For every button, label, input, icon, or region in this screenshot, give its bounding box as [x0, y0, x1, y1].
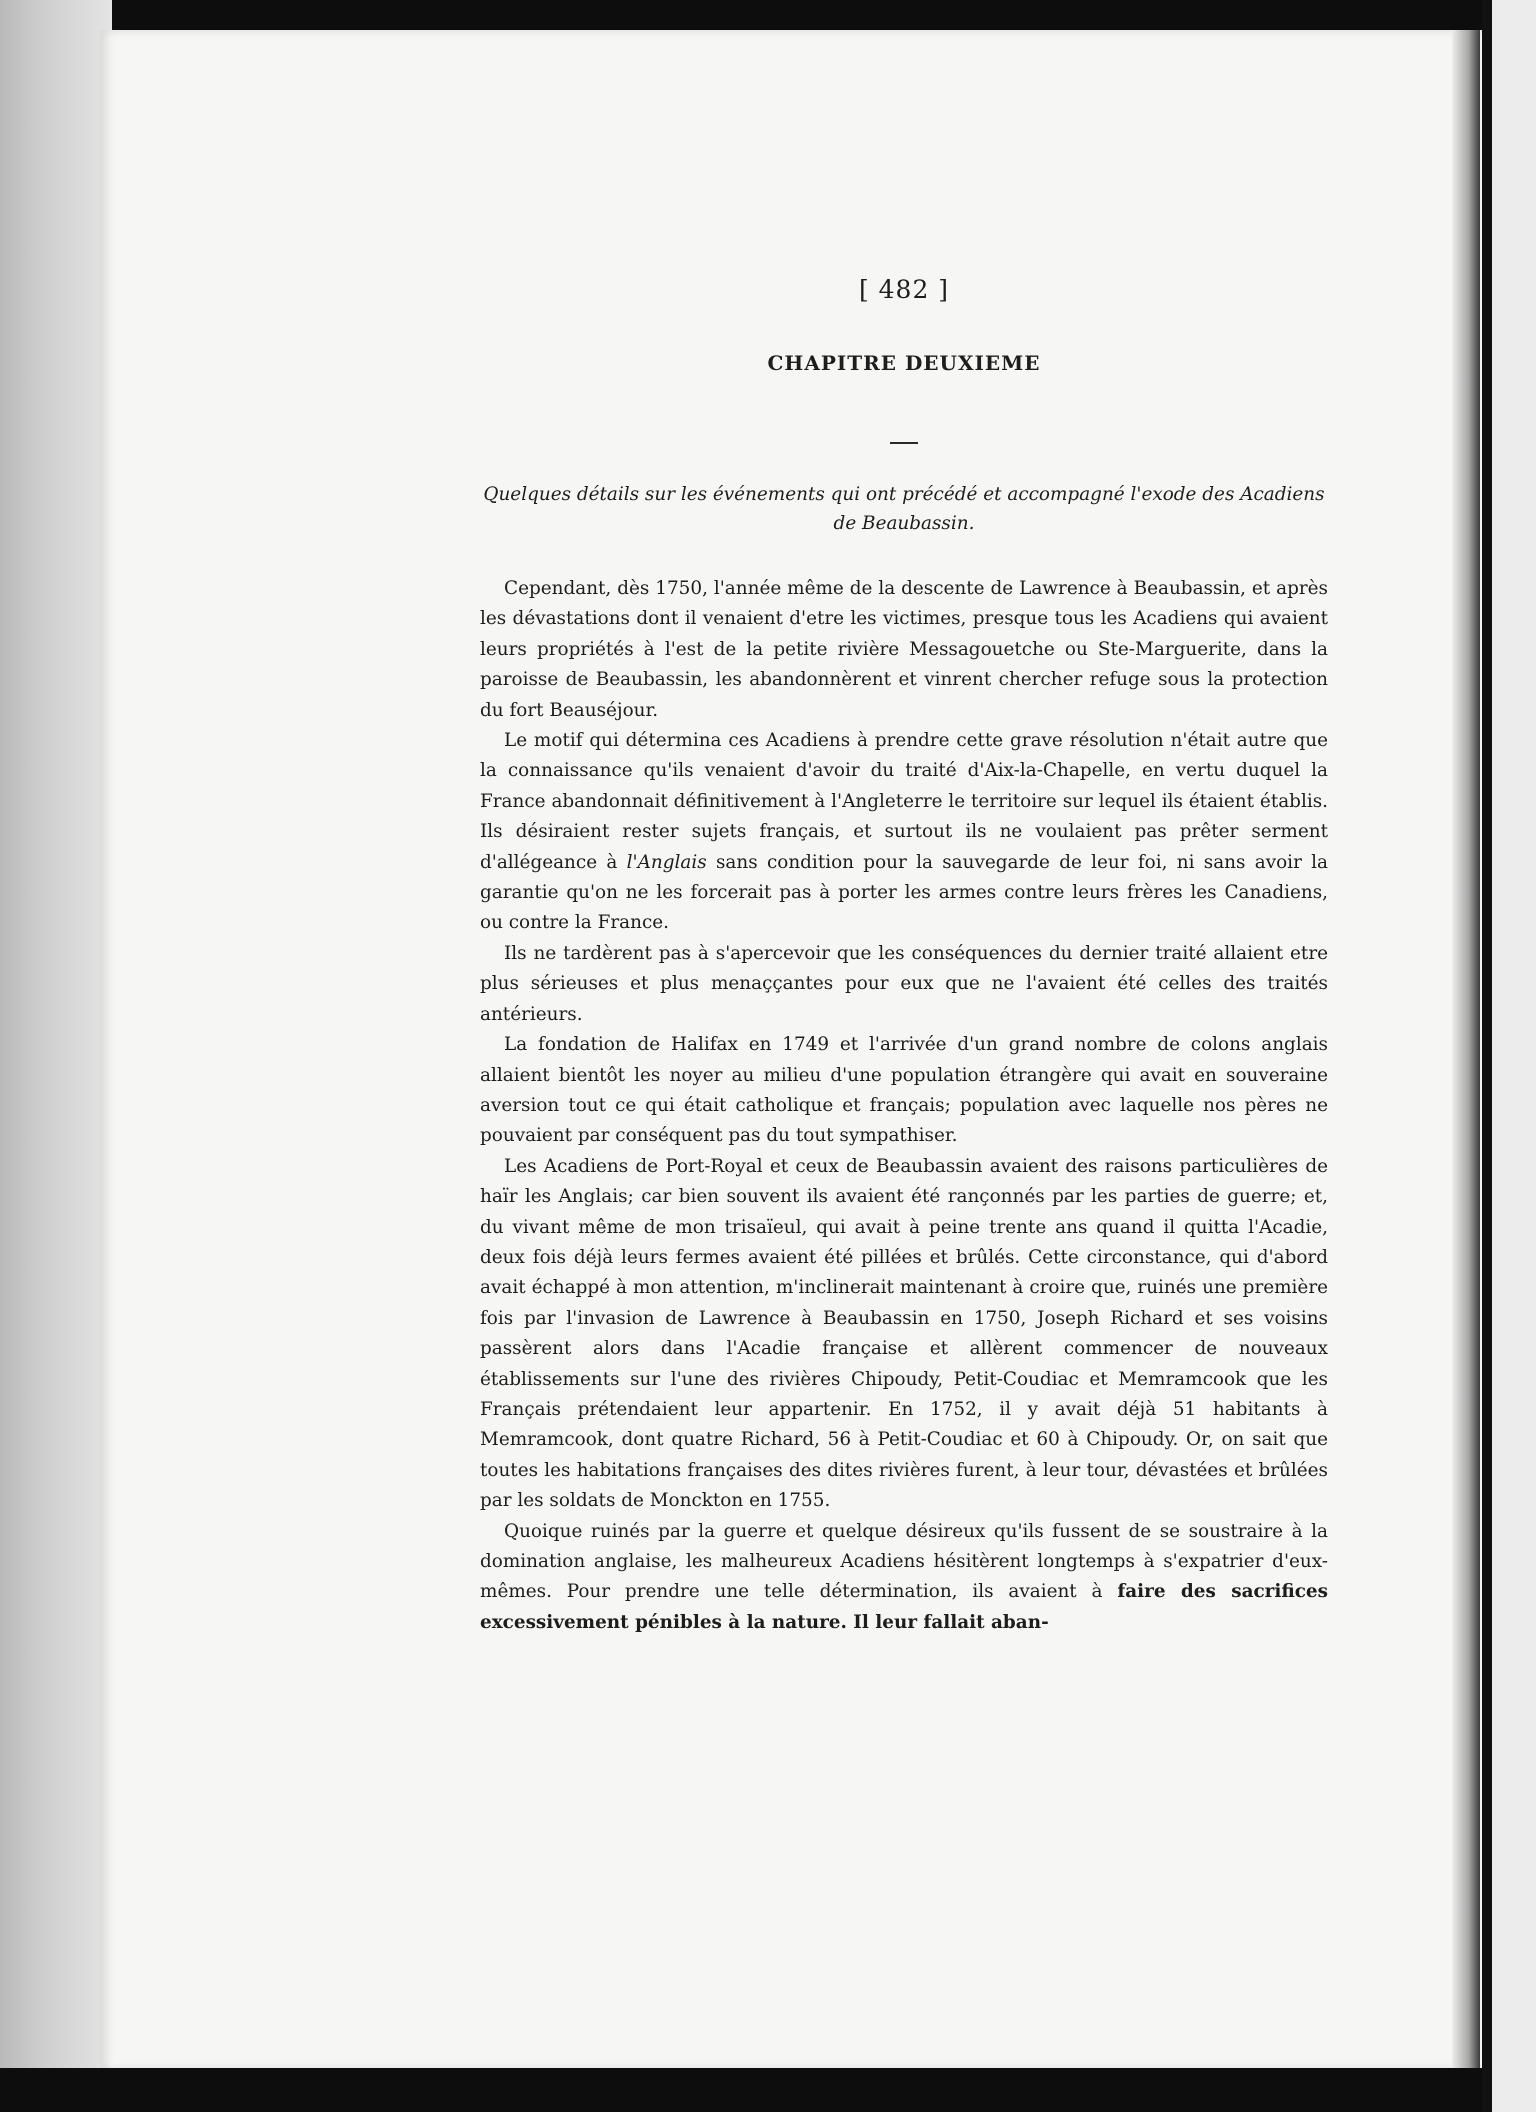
paragraph-5: Les Acadiens de Port-Royal et ceux de Beaubassin avaient des raisons particulières de haïr les Anglais; car bien souvent ils avaient été rançonnés par les parties de guerre; et, du vivant même de mon trisaïeul, qui avait à peine trente ans quand il quitta l'Acadie, deux fois déjà leurs fermes avaient été pillées et brûlés. Cette circonstance, qui d'abord avait échappé à mon attention, m'inclinerait maintenant à croire que, ruinés une première fois par l'invasion de Lawrence à Beaubassin en 1750, Joseph Richard et ses voisins passèrent alors dans l'Acadie française et allèrent commencer de nouveaux établissements sur l'une des rivières Chipoudy, Petit-Coudiac et Memramcook que les Français prétendaient leur appartenir. En 1752, il y avait déjà 51 habitants à Memramcook, dont quatre Richard, 56 à Petit-Coudiac et 60 à Chipoudy. Or, on sait que toutes les habitations françaises des dites rivières furent, à leur tour, dévastées et brûlées par les soldats de Monckton en 1755.: [480, 1155, 1328, 1512]
chapter-subtitle: Quelques détails sur les événements qui ont précédé et accompagné l'exode des Acadiens de Beaubassin.: [483, 484, 1325, 534]
paragraph-1: Cependant, dès 1750, l'année même de la descente de Lawrence à Beaubassin, et après les dévastations dont il venaient d'etre les victimes, presque tous les Acadiens qui avaient leurs propriétés à l'est de la petite rivière Messagouetche ou Ste-Marguerite, dans la paroisse de Beaubassin, les abandonnèrent et vinrent chercher refuge sous la protection du fort Beauséjour.: [480, 578, 1328, 721]
gutter-shadow: [1482, 0, 1492, 2112]
scan-bottom-border: [0, 2068, 1482, 2112]
paragraph-3: Ils ne tardèrent pas à s'apercevoir que les conséquences du dernier traité allaient etre plus sérieuses et plus menaççantes pour eux que ne l'avaient été celles des traités antérieurs.: [480, 942, 1328, 1025]
paragraph-2-emphasis: l'Anglais: [626, 851, 707, 873]
paragraph-2: [480, 726, 1328, 939]
paragraph-6: [480, 1517, 1328, 1639]
page-number: [ 482 ]: [858, 275, 950, 304]
paragraph-2-before: Le motif qui détermina ces Acadiens à prendre cette grave résolution n'était autre que la connaissance qu'ils venaient d'avoir du traité d'Aix-la-Chapelle, en vertu duquel la France abandonnait définitivement à l'Angleterre le territoire sur lequel ils étaient établis. Ils désiraient rester sujets français, et surtout ils ne voulaient pas prêter serment d'allégeance à: [480, 730, 1328, 873]
paragraph-2-after: sans condition pour la sauvegarde de leur foi, ni sans avoir la garantie qu'on ne les forcerait pas à porter les armes contre leurs frères les Canadiens, ou contre la France.: [480, 851, 1328, 934]
page-content: [480, 270, 1328, 1638]
paragraph-6-bold-tail: faire des sacrifices excessivement pénibles à la nature. Il leur fallait aban-: [480, 1581, 1328, 1633]
title-separator: [890, 442, 918, 444]
scan-top-border: [0, 0, 1482, 32]
body-text: [480, 574, 1328, 1638]
page-edge-shadow: [1452, 30, 1480, 2070]
paragraph-6-before: Quoique ruinés par la guerre et quelque désireux qu'ils fussent de se soustraire à la domination anglaise, les malheureux Acadiens hésitèrent longtemps à s'expatrier d'eux-mêmes. Pour prendre une telle détermination, ils avaient à: [480, 1520, 1328, 1603]
chapter-title: CHAPITRE DEUXIEME: [767, 351, 1041, 375]
binding-margin: [0, 0, 112, 2070]
paragraph-4: La fondation de Halifax en 1749 et l'arrivée d'un grand nombre de colons anglais allaient bientôt les noyer au milieu d'une population étrangère qui avait en souveraine aversion tout ce qui était catholique et français; population avec laquelle nos pères ne pouvaient par conséquent pas du tout sympathiser.: [480, 1034, 1328, 1147]
